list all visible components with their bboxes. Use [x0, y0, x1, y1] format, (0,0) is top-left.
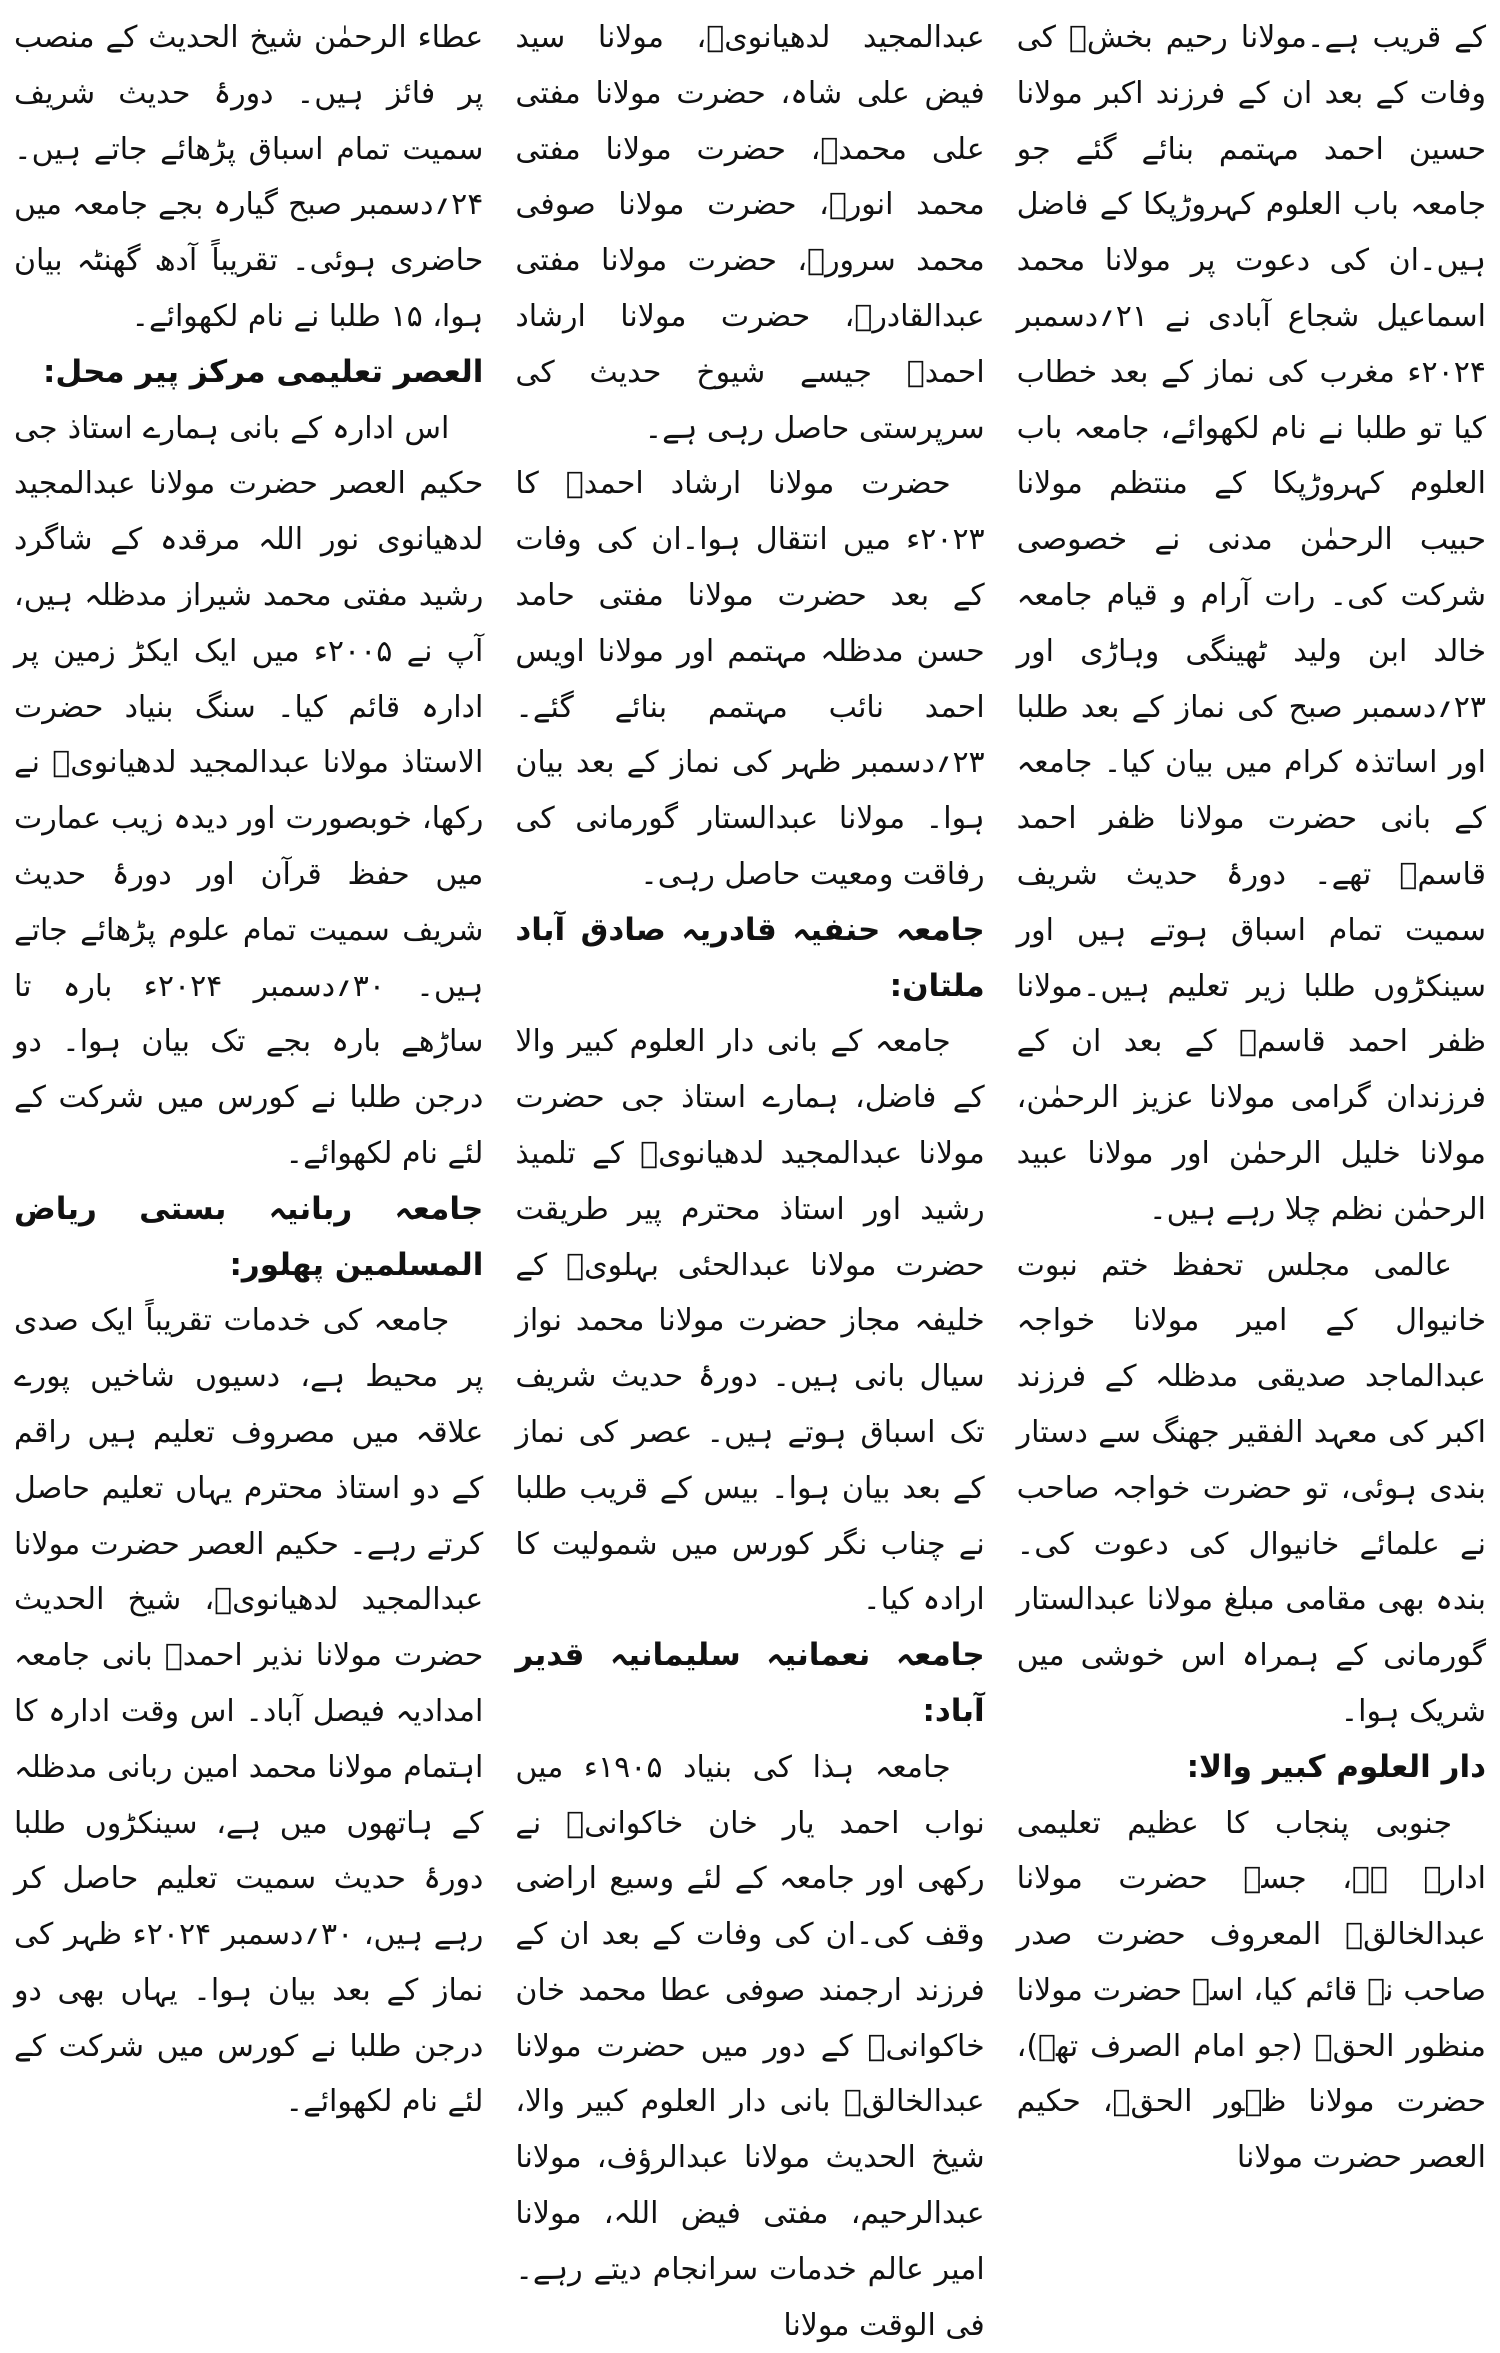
section-heading: جامعہ نعمانیہ سلیمانیہ قدیر آباد:: [515, 1637, 985, 1729]
section-heading: جامعہ ربانیہ بستی ریاض المسلمین پھلور:: [14, 1190, 484, 1283]
paragraph: کے قریب ہے۔مولانا رحیم بخشؒ کی وفات کے بعد ان کے فرزند اکبر مولانا حسین احمد مہتمم بنائے گئے جو جامعہ باب العلوم کہروڑپکا کے فاضل ہیں۔ان کی دعوت پر مولانا محمد اسماعیل شجاع آبادی نے ۲۱؍دسمبر ۲۰۲۴ء مغرب کی نماز کے بعد خطاب کیا تو طلبا نے نام لکھوائے، جامعہ باب العلوم کہروڑپکا کے منتظم مولانا حبیب الرحمٰن مدنی نے خصوصی شرکت کی۔ رات آرام و قیام جامعہ خالد ابن ولید ٹھینگی وہاڑی اور ۲۳؍دسمبر صبح کی نماز کے بعد طلبا اور اساتذہ کرام میں بیان کیا۔ جامعہ کے بانی حضرت مولانا ظفر احمد قاسمؒ تھے۔ دورۂ حدیث شریف سمیت تمام اسباق ہوتے ہیں اور سینکڑوں طلبا زیر تعلیم ہیں۔مولانا ظفر احمد قاسمؒ کے بعد ان کے فرزندان گرامی مولانا عزیز الرحمٰن، مولانا خلیل الرحمٰن اور مولانا عبید الرحمٰن نظم چلا رہے ہیں۔: [1016, 20, 1486, 1227]
text-column-1: [1017, 10, 1486, 2190]
paragraph: جامعہ کی خدمات تقریباً ایک صدی پر محیط ہے، دسیوں شاخیں پورے علاقہ میں مصروف تعلیم ہیں راقم کے دو استاذ محترم یہاں تعلیم حاصل کرتے رہے۔ حکیم العصر حضرت مولانا عبدالمجید لدھیانویؒ، شیخ الحدیث حضرت مولانا نذیر احمدؒ بانی جامعہ امدادیہ فیصل آباد۔ اس وقت ادارہ کا اہتمام مولانا محمد امین ربانی مدظلہ کے ہاتھوں میں ہے، سینکڑوں طلبا دورۂ حدیث سمیت تعلیم حاصل کر رہے ہیں، ۳۰؍دسمبر ۲۰۲۴ء ظہر کی نماز کے بعد بیان ہوا۔ یہاں بھی دو درجن طلبا نے کورس میں شرکت کے لئے نام لکھوائے۔: [14, 1303, 484, 2120]
text-column-3: [14, 10, 483, 2190]
paragraph: اس ادارہ کے بانی ہمارے استاذ جی حکیم العصر حضرت مولانا عبدالمجید لدھیانوی نور اللہ مرقدہ کے شاگرد رشید مفتی محمد شیراز مدظلہ ہیں، آپ نے ۲۰۰۵ء میں ایک ایکڑ زمین پر ادارہ قائم کیا۔ سنگ بنیاد حضرت الاستاذ مولانا عبدالمجید لدھیانویؒ نے رکھا، خوبصورت اور دیدہ زیب عمارت میں حفظ قرآن اور دورۂ حدیث شریف سمیت تمام علوم پڑھائے جاتے ہیں۔ ۳۰؍دسمبر ۲۰۲۴ء بارہ تا ساڑھے بارہ بجے تک بیان ہوا۔ دو درجن طلبا نے کورس میں شرکت کے لئے نام لکھوائے۔: [14, 410, 484, 1171]
paragraph: حضرت مولانا ارشاد احمدؒ کا ۲۰۲۳ء میں انتقال ہوا۔ان کی وفات کے بعد حضرت مولانا مفتی حامد حسن مدظلہ مہتمم اور مولانا اویس احمد نائب مہتمم بنائے گئے۔ ۲۳؍دسمبر ظہر کی نماز کے بعد بیان ہوا۔ مولانا عبدالستار گورمانی کی رفاقت ومعیت حاصل رہی۔: [515, 466, 985, 892]
section-heading: العصر تعلیمی مرکز پیر محل:: [43, 353, 484, 390]
newspaper-page: [14, 10, 1486, 2343]
paragraph: عبدالمجید لدھیانویؒ، مولانا سید فیض علی شاہ، حضرت مولانا مفتی علی محمدؒ، حضرت مولانا مفتی محمد انورؒ، حضرت مولانا صوفی محمد سرورؒ، حضرت مولانا مفتی عبدالقادرؒ، حضرت مولانا ارشاد احمدؒ جیسے شیوخ حدیث کی سرپرستی حاصل رہی ہے۔: [515, 20, 985, 446]
section-heading: جامعہ حنفیہ قادریہ صادق آباد ملتان:: [515, 911, 985, 1004]
paragraph: جامعہ کے بانی دار العلوم کبیر والا کے فاضل، ہمارے استاذ جی حضرت مولانا عبدالمجید لدھیانویؒ کے تلمیذ رشید اور استاذ محترم پیر طریقت حضرت مولانا عبدالحئی بہلویؒ کے خلیفہ مجاز حضرت مولانا محمد نواز سیال بانی ہیں۔ دورۂ حدیث شریف تک اسباق ہوتے ہیں۔ عصر کی نماز کے بعد بیان ہوا۔ بیس کے قریب طلبا نے چناب نگر کورس میں شمولیت کا ارادہ کیا۔: [515, 1024, 985, 1618]
section-heading: دار العلوم کبیر والا:: [1186, 1748, 1486, 1785]
paragraph: عطاء الرحمٰن شیخ الحدیث کے منصب پر فائز ہیں۔ دورۂ حدیث شریف سمیت تمام اسباق پڑھائے جاتے ہیں۔ ۲۴؍دسمبر صبح گیارہ بجے جامعہ میں حاضری ہوئی۔ تقریباً آدھ گھنٹہ بیان ہوا، ۱۵ طلبا نے نام لکھوائے۔: [14, 20, 484, 334]
paragraph: عالمی مجلس تحفظ ختم نبوت خانیوال کے امیر مولانا خواجہ عبدالماجد صدیقی مدظلہ کے فرزند اکبر کی معہد الفقیر جھنگ سے دستار بندی ہوئی، تو حضرت خواجہ صاحب نے علمائے خانیوال کی دعوت کی۔ بندہ بھی مقامی مبلغ مولانا عبدالستار گورمانی کے ہمراہ اس خوشی میں شریک ہوا۔: [1016, 1247, 1486, 1729]
paragraph: جنوبی پنجاب کا عظیم تعلیمی ادارہ ہے، جسے حضرت مولانا عبدالخالقؒ المعروف حضرت صدر صاحب نے قائم کیا، اسے حضرت مولانا منظور الحقؒ (جو امام الصرف تھے)، حضرت مولانا ظہور الحقؒ، حکیم العصر حضرت مولانا: [1016, 1805, 1486, 2176]
paragraph: جامعہ ہذا کی بنیاد ۱۹۰۵ء میں نواب احمد یار خان خاکوانیؒ نے رکھی اور جامعہ کے لئے وسیع اراضی وقف کی۔ان کی وفات کے بعد ان کے فرزند ارجمند صوفی عطا محمد خان خاکوانیؒ کے دور میں حضرت مولانا عبدالخالقؒ بانی دار العلوم کبیر والا، شیخ الحدیث مولانا عبدالرؤف، مولانا عبدالرحیم، مفتی فیض اللہ، مولانا امیر عالم خدمات سرانجام دیتے رہے۔ فی الوقت مولانا: [515, 1749, 985, 2343]
text-column-2: [515, 10, 985, 2343]
